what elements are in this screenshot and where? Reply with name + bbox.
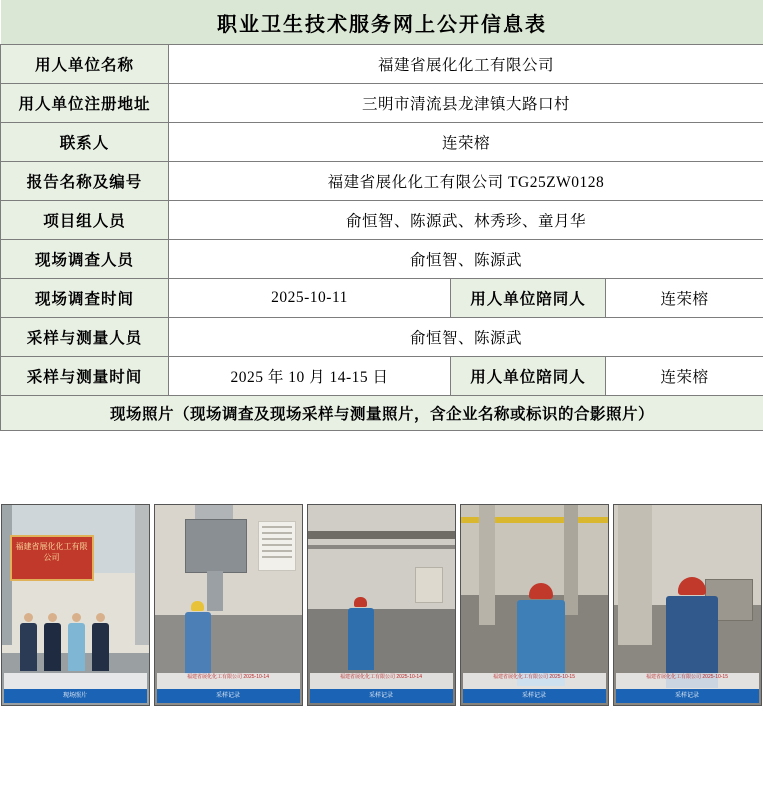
photo-caption: 现场照片 [4,689,147,703]
row-value-project-team: 俞恒智、陈源武、林秀珍、童月华 [169,201,763,240]
column-decor [479,505,495,625]
row-label-report-name-number: 报告名称及编号 [1,162,169,201]
row-label-survey-time: 现场调查时间 [1,279,169,318]
photo-survey-equipment-4[interactable] [613,504,762,706]
row-label-survey-staff: 现场调查人员 [1,240,169,279]
person-figure [68,613,85,671]
table-row [1,279,763,318]
person-body [20,623,37,671]
row-label-sampling-staff: 采样与测量人员 [1,318,169,357]
person-body [348,608,374,670]
row-label-survey-escort: 用人单位陪同人 [451,279,606,318]
row-value-sampling-time: 2025 年 10 月 14-15 日 [169,357,451,396]
photo-stamp: 福建省展化化工有限公司 2025-10-15 [616,673,759,689]
person-body [185,612,211,674]
person-body [92,623,109,671]
person-figure [20,613,37,671]
photos-header-row [1,396,763,431]
photos-container [1,431,763,780]
person-figure [517,583,565,687]
table-row [1,123,763,162]
photo-caption: 采样记录 [157,689,300,703]
row-value-report-name-number: 福建省展化化工有限公司 TG25ZW0128 [169,162,763,201]
person-figure [44,613,61,671]
photo-survey-equipment-2[interactable] [307,504,456,706]
photos-row [1,431,763,780]
person-head [24,613,33,622]
photo-stamp: 福建省展化化工有限公司 2025-10-15 [463,673,606,689]
photo-strip [1,504,763,706]
photos-section-header: 现场照片（现场调查及现场采样与测量照片，含企业名称或标识的合影照片） [1,396,763,431]
row-value-survey-staff: 俞恒智、陈源武 [169,240,763,279]
person-figure [185,601,211,675]
row-label-project-team: 项目组人员 [1,201,169,240]
row-value-survey-time: 2025-10-11 [169,279,451,318]
person-head [72,613,81,622]
row-value-sampling-escort: 连荣榕 [606,357,763,396]
table-row [1,201,763,240]
column-decor [564,505,578,615]
row-value-sampling-staff: 俞恒智、陈源武 [169,318,763,357]
row-label-registered-address: 用人单位注册地址 [1,84,169,123]
helmet-yellow [191,601,204,611]
table-row [1,45,763,84]
person-figure [348,597,374,671]
helmet-red [354,597,367,607]
row-value-employer-name: 福建省展化化工有限公司 [169,45,763,84]
beam-decor [308,545,455,549]
photo-caption: 采样记录 [463,689,606,703]
machine-decor [185,519,247,573]
row-value-contact-person: 连荣榕 [169,123,763,162]
table-row [1,318,763,357]
person-figure [92,613,109,671]
beam-decor [308,531,455,539]
table-row [1,240,763,279]
row-label-employer-name: 用人单位名称 [1,45,169,84]
person-body [44,623,61,671]
photo-group-company-sign[interactable] [1,504,150,706]
poster-decor [258,521,296,571]
table-row [1,84,763,123]
page-title: 职业卫生技术服务网上公开信息表 [1,0,763,45]
photo-survey-equipment-3[interactable] [460,504,609,706]
row-value-registered-address: 三明市清流县龙津镇大路口村 [169,84,763,123]
photo-stamp: 福建省展化化工有限公司 2025-10-14 [157,673,300,689]
company-sign-text: 福建省展化化工有限公司 [10,535,94,581]
table-row [1,162,763,201]
photo-caption: 采样记录 [616,689,759,703]
helmet-red [678,577,706,595]
person-head [96,613,105,622]
row-label-contact-person: 联系人 [1,123,169,162]
row-label-sampling-time: 采样与测量时间 [1,357,169,396]
row-value-survey-escort: 连荣榕 [606,279,763,318]
title-row [1,0,763,45]
person-body [68,623,85,671]
photo-stamp: 福建省展化化工有限公司 2025-10-14 [310,673,453,689]
table-row [1,357,763,396]
row-label-sampling-escort: 用人单位陪同人 [451,357,606,396]
helmet-red [529,583,553,599]
photo-stamp [4,673,147,689]
person-head [48,613,57,622]
drum-decor [415,567,443,603]
photo-survey-equipment-1[interactable] [154,504,303,706]
column-decor [618,505,652,645]
photo-caption: 采样记录 [310,689,453,703]
wall-right-decor [135,505,149,645]
